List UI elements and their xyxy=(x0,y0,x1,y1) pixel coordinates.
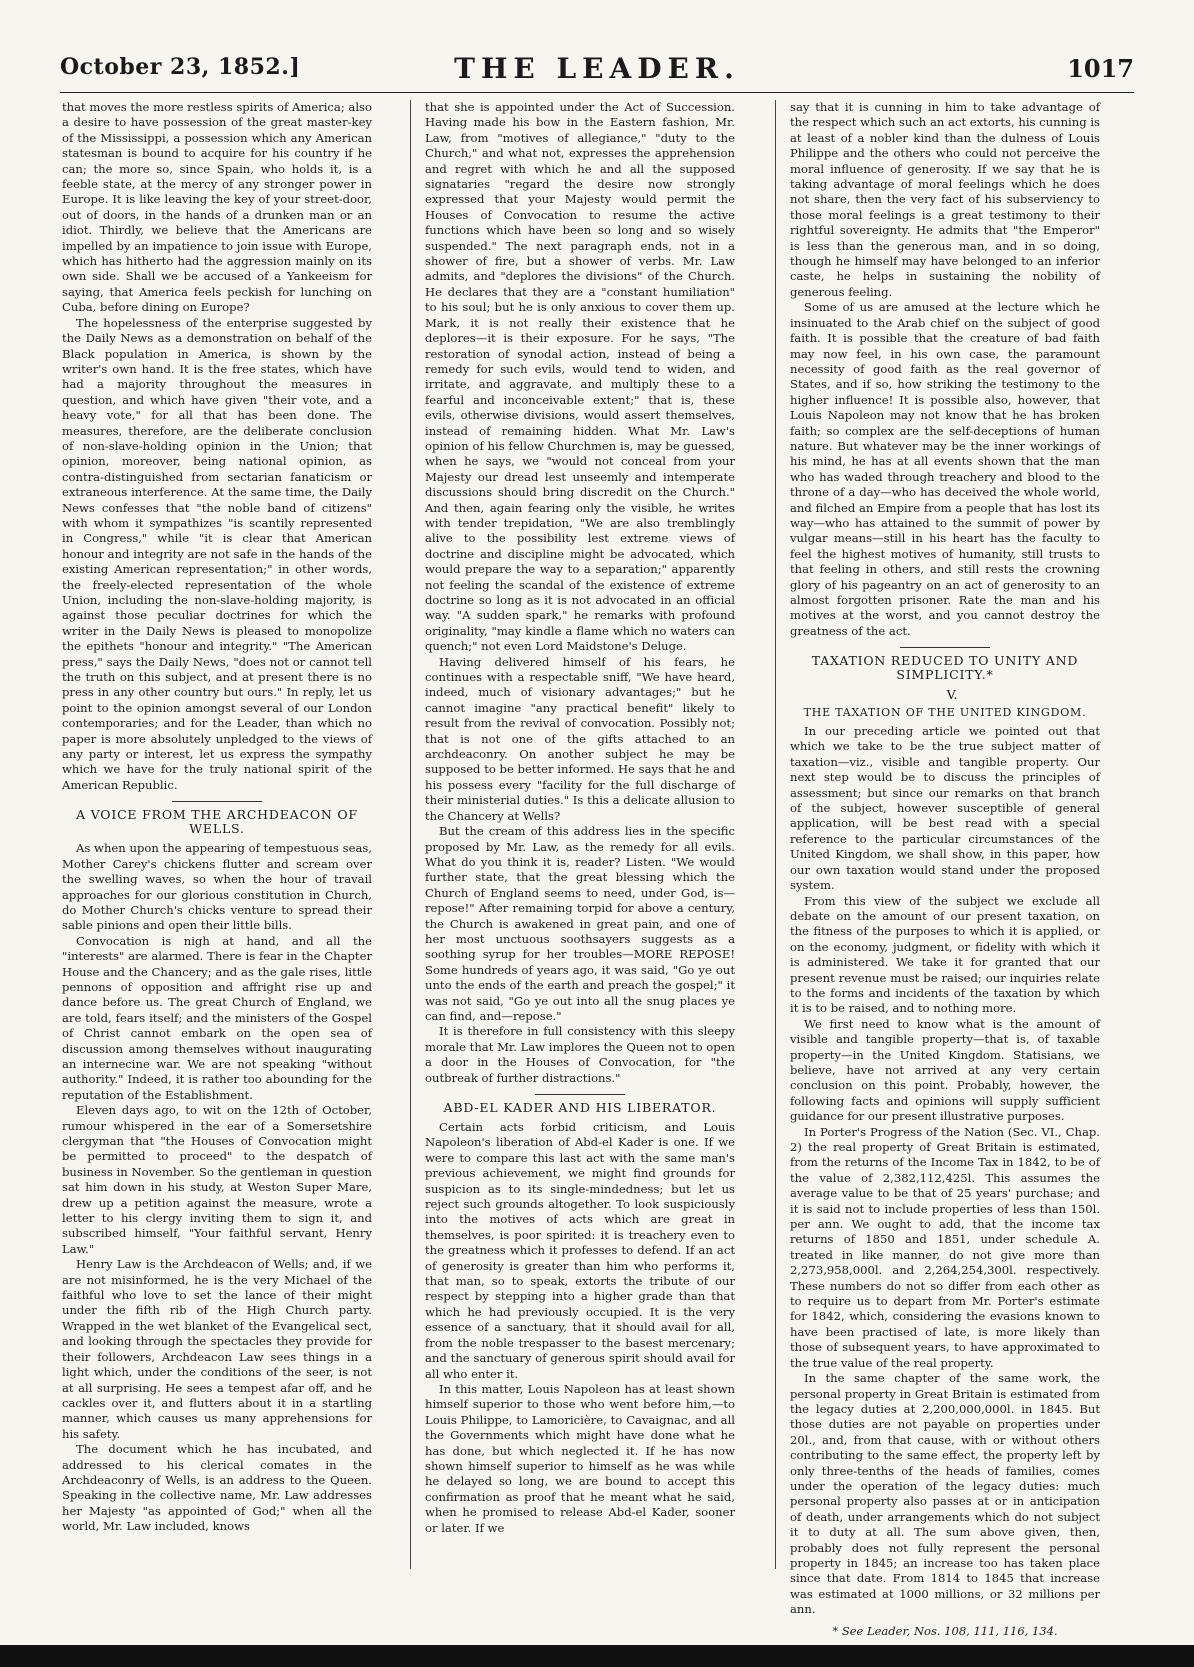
issue-date: October 23, 1852.] xyxy=(60,54,301,80)
header-rule xyxy=(60,92,1134,93)
column-1 xyxy=(62,100,372,1569)
taxation-paragraph-2: From this view of the subject we exclude all debate on the amount of our present taxation, on the fitness of the purposes to which it is applied, or on the economy, judgment, or fidelity with which it is administered. We take it for granted that our present revenue must be raised; our inquiries relate to the forms and incidents of the taxation by which it is to be raised, and to nothing more. xyxy=(790,893,1100,1016)
archdeacon-heading: A VOICE FROM THE ARCHDEACON OF WELLS. xyxy=(76,807,358,837)
column-divider-2 xyxy=(775,100,776,1569)
archdeacon-paragraph-2: Convocation is nigh at hand, and all the "interests" are alarmed. There is fear in the Chapter House and the Chancery; and as the gale rises, little pennons of opposition and affright rise up and dance before us. The great Church of England, we are told, fears itself; and the ministers of the Gospel of Christ cannot embark on the open sea of discussion among themselves without inaugurating an internecine war. We are not speaking "without authority." Indeed, it is rather too abounding for the reputation of the Establishment. xyxy=(62,933,372,1102)
footnote: * See Leader, Nos. 108, 111, 116, 134. xyxy=(832,1623,1058,1638)
taxation-paragraph-3: We first need to know what is the amount of visible and tangible property—that is, of taxable property—in the United Kingdom. Statisians, we believe, have not arrived at any very certain conclusion on this point. Probably, however, the following facts and opinions will supply sufficient guidance for our present illustrative purposes. xyxy=(790,1016,1100,1124)
column-2 xyxy=(425,100,735,1569)
section-rule xyxy=(900,647,990,648)
taxation-part-number: V. xyxy=(946,687,958,703)
newspaper-title: THE LEADER. xyxy=(454,52,740,85)
taxation-paragraph-1: In our preceding article we pointed out that which we take to be the true subject matter of taxation—viz., visible and tangible property. Our next step would be to discuss the principles of assessment; but since our remarks on that branch of the subject, however susceptible of general application, will be best read with a special reference to the particular circumstances of the United Kingdom, we shall show, in this paper, how our own taxation would stand under the proposed system. xyxy=(790,724,1100,893)
taxation-paragraph-5: In the same chapter of the same work, the personal property in Great Britain is estimated from the legacy duties at 2,200,000,000l. in 1845. But those duties are not payable on properties under 20l., and, from that cause, with or without others contributing to the same effect, the property left by only three-tenths of the heads of families, comes under the operation of the legacy duties: much personal property also passes at or in anticipation of death, under arrangements which do not subject it to duty at all. The sum above given, then, probably does not fully represent the personal property in 1845; an increase too has taken place since that date. From 1814 to 1845 that increase was estimated at 1000 millions, or 32 millions per ann. xyxy=(790,1371,1100,1617)
section-rule xyxy=(172,801,262,802)
archdeacon-cont-paragraph-2: Having delivered himself of his fears, he continues with a respectable sniff, "We have heard, indeed, much of visionary advantages;" but he cannot imagine "any practical benefit" likely to result from the revival of convocation. Possibly not; that is not one of the gifts attached to an archdeaconry. On another subject he may be supposed to be better informed. He says that he and his possess every "facility for the full discharge of their ministerial duties." Is this a delicate allusion to the Chancery at Wells? xyxy=(425,654,735,823)
abdel-kader-cont-paragraph-1: say that it is cunning in him to take advantage of the respect which such an act extorts, his cunning is at least of a nobler kind than the dulness of Louis Philippe and the others who could not perceive the moral influence of generosity. If we say that he is taking advantage of moral feelings which he does not share, then the very fact of his subserviency to those moral feelings is a great testimony to their rightful sovereignty. He admits that "the Emperor" is less than the generous man, and in so doing, though he himself may have belonged to an inferior caste, he helps in sustaining the nobility of generous feeling. xyxy=(790,100,1100,299)
abdel-kader-cont-paragraph-2: Some of us are amused at the lecture which he insinuated to the Arab chief on the subject of good faith. It is possible that the creature of bad faith may now feel, in his own case, the paramount necessity of good faith as the real governor of States, and if so, how striking the testimony to the higher influence! It is possible also, however, that Louis Napoleon may not know that he has broken faith; so complex are the self-deceptions of human nature. But whatever may be the inner workings of his mind, he has at all events shown that the man who has waded through treachery and blood to the throne of a day—who has deceived the whole world, and filched an Empire from a people that has lost its way—who has attained to the summit of power by vulgar means—still in his heart has the faculty to feel the highest motives of humanity, still trusts to that feeling in others, and still rests the crowning glory of his pageantry on an act of generosity to an almost forgotten prisoner. Rate the man and his motives at the worst, and you cannot destroy the greatness of the act. xyxy=(790,300,1100,638)
abdel-kader-paragraph-1: Certain acts forbid criticism, and Louis Napoleon's liberation of Abd-el Kader is one. If we were to compare this last act with the same man's previous achievement, we might find grounds for suspicion as to its single-mindedness; but let us reject such grounds altogether. To look suspiciously into the motives of acts which are great in themselves, is poor spirited: it is treachery even to the greatness which it professes to defend. If an act of generosity is greater than him who performs it, that man, so to speak, extorts the tribute of our respect by stepping into a higher grade than that which he had previously occupied. It is the very essence of a sanctuary, that it should avail for all, from the noble trespasser to the basest mercenary; and the sanctuary of generous spirit should avail for all who enter it. xyxy=(425,1120,735,1381)
cuba-paragraph-2: The hopelessness of the enterprise suggested by the Daily News as a demonstration on behalf of the Black population in America, is shown by the writer's own hand. It is the free states, which have had a majority throughout the measures in question, and which have given "their vote, and a heavy vote," for all that has been done. The measures, therefore, are the deliberate conclusion of non-slave-holding opinion in the Union; that opinion, moreover, being national opinion, as contra-distinguished from sectarian fanaticism or extraneous interference. At the same time, the Daily News confesses that "the noble band of citizens" with whom it sympathizes "is scantily represented in Congress," while "it is clear that American honour and integrity are not safe in the hands of the existing American representation;" in other words, the freely-elected representation of the whole Union, including the non-slave-holding majority, is against those peculiar doctrines for which the writer in the Daily News is pleased to monopolize the epithets "honour and integrity." "The American press," says the Daily News, "does not or cannot tell the truth on this subject, and at present there is no press in any other country but ours." In reply, let us point to the opinion amongst several of our London contemporaries; and for the Leader, than which no paper is more absolutely unpledged to the views of any party or interest, let us express the sympathy which we have for the truly national spirit of the American Republic. xyxy=(62,315,372,792)
taxation-subheading: THE TAXATION OF THE UNITED KINGDOM. xyxy=(803,705,1087,719)
column-divider-1 xyxy=(410,100,411,1569)
taxation-paragraph-4: In Porter's Progress of the Nation (Sec. VI., Chap. 2) the real property of Great Britain is estimated, from the returns of the Income Tax in 1842, to be of the value of 2,382,112,425l. This assumes the average value to be that of 25 years' purchase; and it is said not to include properties of less than 150l. per ann. We ought to add, that the income tax returns of 1850 and 1851, under schedule A. treated in like manner, do not give more than 2,273,958,000l. and 2,264,254,300l. respectively. These numbers do not so differ from each other as to require us to depart from Mr. Porter's estimate for 1842, which, considering the evasions known to have been practised of late, is more likely than those of subsequent years, to have approximated to the true value of the real property. xyxy=(790,1124,1100,1370)
abdel-kader-heading: ABD-EL KADER AND HIS LIBERATOR. xyxy=(443,1100,717,1115)
abdel-kader-paragraph-2: In this matter, Louis Napoleon has at least shown himself superior to those who went before him,—to Louis Philippe, to Lamoricière, to Cavaignac, and all the Governments which might have done what he has done, but which neglected it. If he has now shown himself superior to himself as he was while he delayed so long, we are bound to accept this confirmation as proof that he meant what he said, when he promised to release Abd-el Kader, sooner or later. If we xyxy=(425,1381,735,1535)
archdeacon-cont-paragraph-3: But the cream of this address lies in the specific proposed by Mr. Law, as the remedy for all evils. What do you think it is, reader? Listen. "We would further state, that the great blessing which the Church of England seems to need, under God, is—repose!" After remaining torpid for above a century, the Church is awakened in great pain, and one of her most unctuous soothsayers suggests as a soothing syrup for her troubles—MORE REPOSE! Some hundreds of years ago, it was said, "Go ye out unto the ends of the earth and preach the gospel;" it was not said, "Go ye out into all the snug places ye can find, and—repose." xyxy=(425,824,735,1023)
archdeacon-cont-paragraph-1: that she is appointed under the Act of Succession. Having made his bow in the Eastern fashion, Mr. Law, from "motives of allegiance," "duty to the Church," and what not, expresses the apprehension and regret with which he and all the supposed signataries "regard the desire now strongly expressed that your Majesty would permit the Houses of Convocation to resume the active functions which have been so long and so wisely suspended." The next paragraph ends, not in a shower of fire, but a shower of verbs. Mr. Law admits, and "deplores the divisions" of the Church. He declares that they are a "constant humiliation" to his soul; but he is only anxious to cover them up. Mark, it is not really their existence that he deplores—it is their exposure. For he says, "The restoration of synodal action, instead of being a remedy for such evils, would tend to widen, and irritate, and aggravate, and multiply these to a fearful and inconceivable extent;" that is, these evils, otherwise divisions, would assert themselves, instead of remaining hidden. What Mr. Law's opinion of his fellow Churchmen is, may be guessed, when he says, we "would not conceal from your Majesty our dread lest unseemly and intemperate discussions should bring discredit on the Church." And then, again fearing only the visible, he writes with tender trepidation, "We are also tremblingly alive to the possibility lest extreme views of doctrine and discipline might be advocated, which would prepare the way to a separation;" apparently not feeling the scandal of the existence of extreme doctrine so long as it is not advocated in an official way. "A sudden spark," he remarks with profound originality, "may kindle a flame which no waters can quench;" not even Lord Maidstone's Deluge. xyxy=(425,100,735,654)
archdeacon-paragraph-3: Eleven days ago, to wit on the 12th of October, rumour whispered in the ear of a Somersetshire clergyman that "the Houses of Convocation might be permitted to proceed" to the despatch of business in November. So the gentleman in question sat him down in his study, at Weston Super Mare, drew up a petition against the measure, wrote a letter to his clergy inviting them to sign it, and subscribed himself, "Your faithful servant, Henry Law." xyxy=(62,1103,372,1256)
section-rule xyxy=(535,1094,625,1095)
taxation-heading: TAXATION REDUCED TO UNITY AND SIMPLICITY.* xyxy=(811,653,1079,683)
column-3 xyxy=(790,100,1100,1638)
archdeacon-paragraph-4: Henry Law is the Archdeacon of Wells; and, if we are not misinformed, he is the very Michael of the faithful who love to set the lance of their might under the fifth rib of the High Church party. Wrapped in the wet blanket of the Evangelical sect, and looking through the spectacles they provide for their followers, Archdeacon Law sees things in a light which, under the conditions of the seer, is not at all surprising. He sees a tempest afar off, and he cackles over it, and flutters about it in a startling manner, which causes us many apprehensions for his safety. xyxy=(62,1257,372,1441)
page-number: 1017 xyxy=(1067,54,1134,83)
archdeacon-paragraph-5: The document which he has incubated, and addressed to his clerical comates in the Archdeaconry of Wells, is an address to the Queen. Speaking in the collective name, Mr. Law addresses her Majesty "as appointed of God;" when all the world, Mr. Law included, knows xyxy=(62,1442,372,1534)
archdeacon-cont-paragraph-4: It is therefore in full consistency with this sleepy morale that Mr. Law implores the Queen not to open a door in the Houses of Convocation, for "the outbreak of further distractions." xyxy=(425,1024,736,1085)
scan-bottom-edge xyxy=(0,1645,1194,1667)
masthead xyxy=(60,52,1134,92)
cuba-paragraph-1: that moves the more restless spirits of America; also a desire to have possession of the great master-key of the Mississippi, a possession which any American statesman is bound to acquire for his country if he can; the more so, since Spain, who holds it, is a feeble state, at the mercy of any stronger power in Europe. It is like leaving the key of your street-door, out of doors, in the hands of a drunken man or an idiot. Thirdly, we believe that the Americans are impelled by an impatience to join issue with Europe, which has hitherto had the aggression mainly on its own side. Shall we be accused of a Yankeeism for saying, that America feels peckish for lunching on Cuba, before dining on Europe? xyxy=(62,100,372,315)
archdeacon-paragraph-1: As when upon the appearing of tempestuous seas, Mother Carey's chickens flutter and scream over the swelling waves, so when the hour of travail approaches for our glorious constitution in Church, do Mother Church's chicks venture to spread their sable pinions and open their little bills. xyxy=(62,841,372,933)
